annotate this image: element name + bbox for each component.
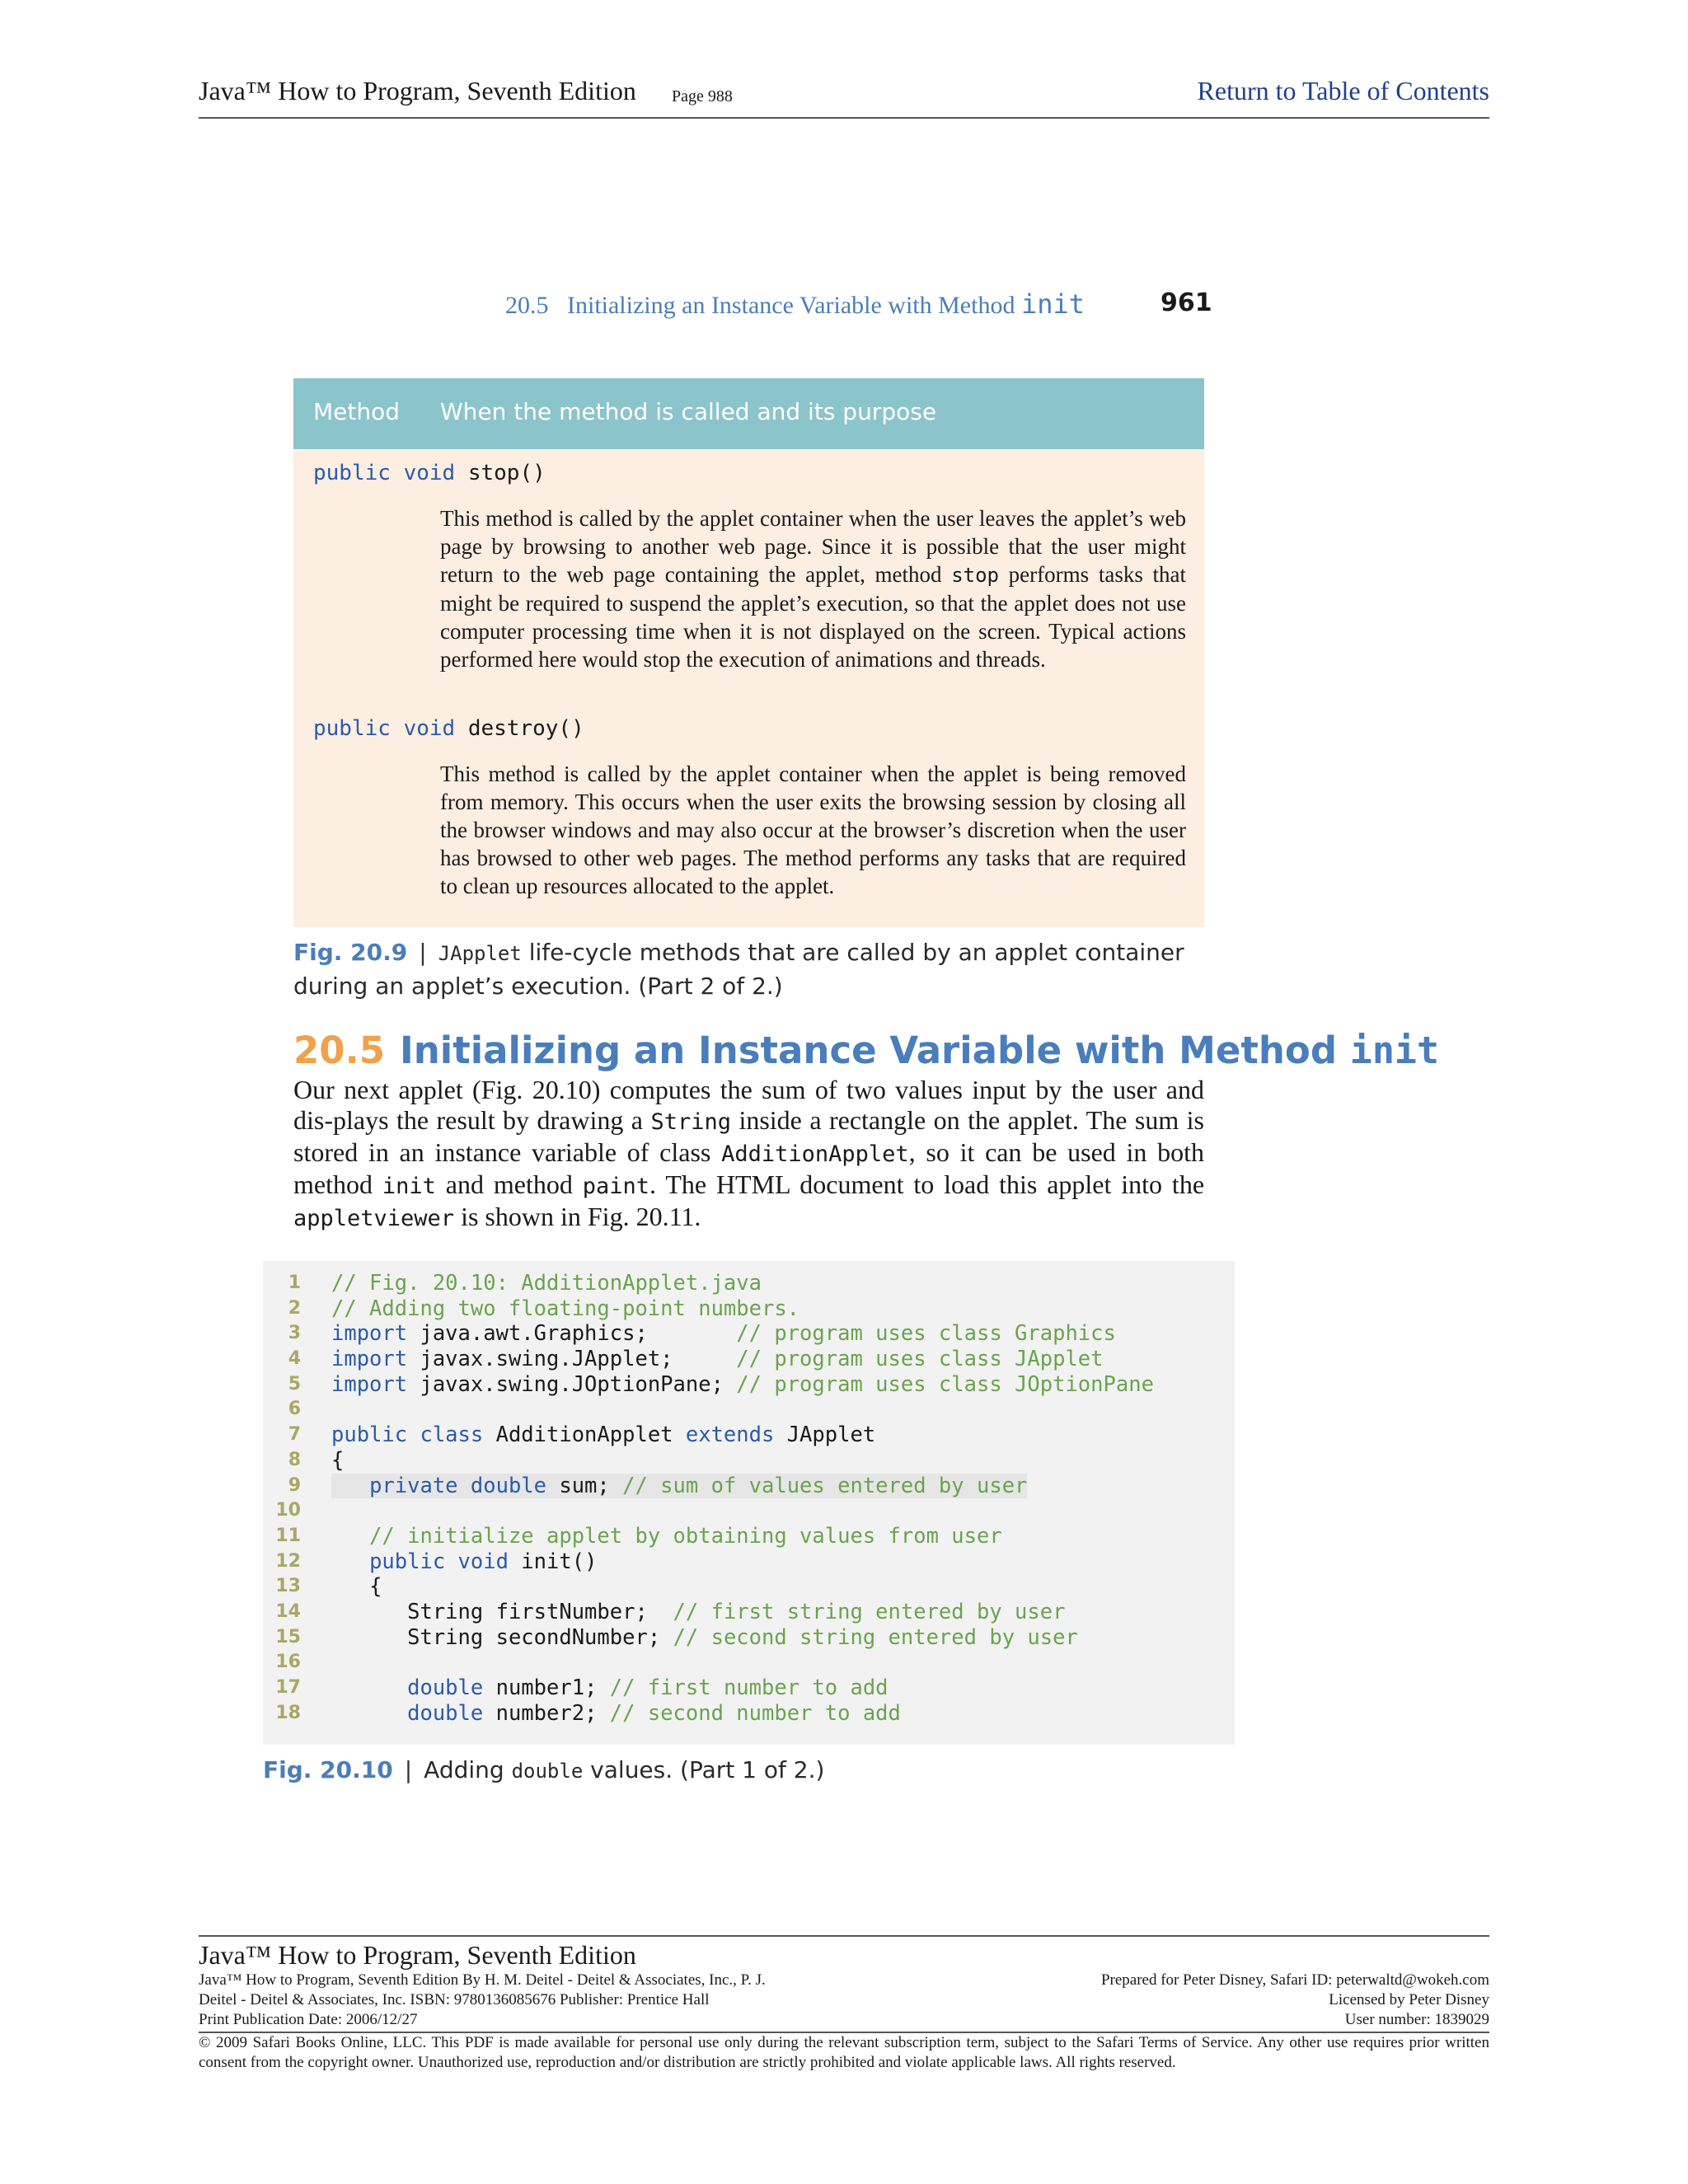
- running-head-section: 20.5: [505, 292, 549, 319]
- code-line: // initialize applet by obtaining values from user: [369, 1523, 1002, 1549]
- running-head: [505, 288, 1085, 320]
- code-line: // Fig. 20.10: AdditionApplet.java: [331, 1271, 762, 1296]
- code-line: import javax.swing.JOptionPane; // program uses class JOptionPane: [331, 1371, 1154, 1397]
- header-page-label: Page 988: [672, 87, 733, 105]
- figure-caption-20-9: Fig. 20.9 | JApplet life-cycle methods that are called by an applet container during an applet’s execution. (Part 2 of 2.): [293, 939, 1184, 1000]
- line-number: 6: [288, 1399, 301, 1420]
- method-table: [293, 378, 1204, 927]
- section-title: Initializing an Instance Variable with Method: [400, 1029, 1338, 1072]
- line-number: 13: [275, 1576, 301, 1597]
- line-number: 16: [275, 1652, 301, 1673]
- running-head-code: init: [1020, 288, 1085, 320]
- footer-row: Print Publication Date: 2006/12/27 User number: 1839029: [199, 2011, 1489, 2028]
- col-purpose-header: When the method is called and its purpose: [440, 398, 937, 425]
- line-number: 9: [288, 1474, 301, 1496]
- method-table-header: [293, 378, 1204, 449]
- figure-label: Fig. 20.9: [293, 939, 408, 966]
- code-line: [331, 1498, 1154, 1524]
- code-line: String firstNumber; // first string entered by user: [407, 1599, 1066, 1624]
- line-number: 3: [288, 1323, 301, 1344]
- code-line: // Adding two floating-point numbers.: [331, 1296, 800, 1321]
- section-number: 20.5: [293, 1029, 386, 1072]
- footer-row: Java™ How to Program, Seventh Edition By H. M. Deitel - Deitel & Associates, Inc., P. J. Prepared for Peter Disney, Safari ID: peterwaltd@wokeh.com: [199, 1971, 1489, 1989]
- footer-copyright: © 2009 Safari Books Online, LLC. This PDF is made available for personal use only during the relevant subscription term, subject to the Safari Terms of Service. Any other use requires prior written consent from the copyright owner. Unauthorized use, reproduction and/or distribution are strictly prohibited and violate applicable laws. All rights reserved.: [199, 2032, 1489, 2073]
- code-line: {: [369, 1574, 382, 1600]
- running-head-page-number: 961: [1160, 288, 1212, 317]
- code-line: import java.awt.Graphics; // program uses class Graphics: [331, 1321, 1116, 1347]
- code-line: import javax.swing.JApplet; // program uses class JApplet: [331, 1347, 1104, 1372]
- line-number: 1: [288, 1272, 301, 1293]
- line-number: 17: [275, 1677, 301, 1698]
- section-heading: [293, 1029, 1439, 1072]
- line-number: 5: [288, 1373, 301, 1394]
- toc-link[interactable]: Return to Table of Contents: [1197, 76, 1489, 105]
- method-description-destroy: This method is called by the applet container when the applet is being removed from memory. This occurs when the user exits the browsing session by closing all the browser windows and may also occur at the browser’s discretion when the user has browsed to other web pages. The method performs any tasks that are required to clean up resources allocated to the applet.: [440, 762, 1186, 898]
- line-number: 10: [275, 1500, 301, 1521]
- page-header: [199, 76, 1489, 119]
- code-line: [331, 1650, 1154, 1675]
- footer-book-title: Java™ How to Program, Seventh Edition: [199, 1940, 636, 1970]
- line-number: 12: [275, 1550, 301, 1572]
- line-number: 15: [275, 1626, 301, 1647]
- method-signature-stop: public void stop(): [313, 461, 546, 485]
- code-line: double number1; // first number to add: [407, 1675, 889, 1700]
- section-title-code: init: [1349, 1029, 1440, 1072]
- header-book-title: Java™ How to Program, Seventh Edition: [199, 76, 636, 105]
- code-line: double number2; // second number to add: [407, 1700, 901, 1726]
- code-line: String secondNumber; // second string entered by user: [407, 1624, 1078, 1650]
- code-line: public class AdditionApplet extends JApplet: [331, 1422, 876, 1448]
- method-signature-destroy: public void destroy(): [313, 716, 584, 741]
- figure-label: Fig. 20.10: [263, 1756, 393, 1783]
- line-number: 14: [275, 1601, 301, 1622]
- code-line: public void init(): [369, 1549, 598, 1574]
- code-line: private double sum; // sum of values entered by user: [331, 1474, 1154, 1499]
- code-line: {: [331, 1447, 345, 1473]
- footer-row: Deitel - Deitel & Associates, Inc. ISBN: 9780136085676 Publisher: Prentice Hall Licensed by Peter Disney: [199, 1991, 1489, 2008]
- line-number: 2: [288, 1297, 301, 1319]
- line-number: 4: [288, 1348, 301, 1370]
- line-number: 18: [275, 1702, 301, 1723]
- line-number: 11: [275, 1525, 301, 1546]
- page-footer: [199, 1935, 1489, 2073]
- method-description-stop: This method is called by the applet container when the user leaves the applet’s web page by browsing to another web page. Since it is possible that the user might return to the web page containing the applet, method stop performs tasks that might be required to suspend the applet’s execution, so that the applet does not use computer processing time when it is not displayed on the screen. Typical actions performed here would stop the execution of animations and threads.: [440, 506, 1186, 672]
- line-numbers: [263, 1271, 301, 1726]
- code-lines: [331, 1271, 1154, 1726]
- code-listing: [263, 1261, 1235, 1745]
- code-line: [331, 1397, 1154, 1422]
- body-paragraph: Our next applet (Fig. 20.10) computes the sum of two values input by the user and dis-plays the result by drawing a String inside a rectangle on the applet. The sum is stored in an instance variable of class AdditionApplet, so it can be used in both method init and method paint. The HTML document to load this applet into the appletviewer is shown in Fig. 20.11.: [293, 1075, 1205, 1231]
- col-method-header: Method: [313, 398, 401, 425]
- running-head-title: Initializing an Instance Variable with Method: [567, 292, 1015, 319]
- figure-caption-20-10: Fig. 20.10 | Adding double values. (Part 1 of 2.): [263, 1756, 825, 1783]
- line-number: 7: [288, 1424, 301, 1446]
- line-number: 8: [288, 1449, 301, 1470]
